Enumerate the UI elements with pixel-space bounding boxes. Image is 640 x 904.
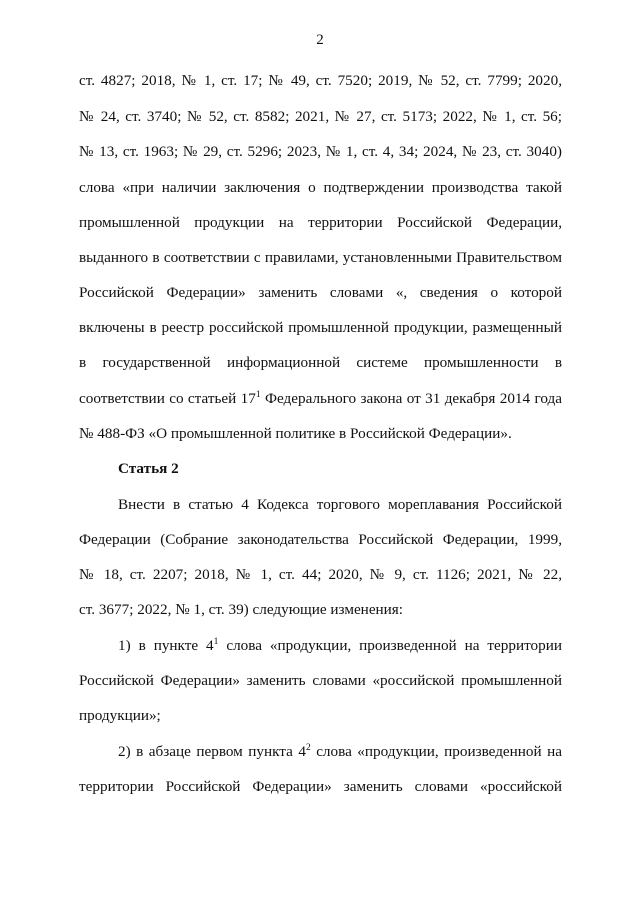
text-line <box>118 636 562 656</box>
superscript: 1 <box>255 390 261 400</box>
text-line: выданного в соответствии с правилами, установленными Правительством <box>79 249 562 266</box>
text-line: Российской Федерации» заменить словами «, сведения о которой <box>79 284 562 301</box>
text-line: № 13, ст. 1963; № 29, ст. 5296; 2023, № 1, ст. 4, 34; 2024, № 23, ст. 3040) <box>79 143 562 160</box>
text-line: № 24, ст. 3740; № 52, ст. 8582; 2021, № 27, ст. 5173; 2022, № 1, ст. 56; <box>79 108 562 125</box>
text-line <box>79 389 562 409</box>
text-segment: 2) в абзаце первом пункта 4 <box>118 743 306 760</box>
text-segment: слова «продукции, произведенной на территории <box>218 637 562 654</box>
text-line: территории Российской Федерации» заменить словами «российской <box>79 778 562 795</box>
page-number: 2 <box>316 32 324 48</box>
text-line: Внести в статью 4 Кодекса торгового мореплавания Российской <box>118 496 562 513</box>
text-line: слова «при наличии заключения о подтверждении производства такой <box>79 179 562 196</box>
text-segment: слова «продукции, произведенной на <box>310 743 562 760</box>
text-segment: Федерального закона от 31 декабря 2014 года <box>260 390 562 407</box>
text-line <box>118 742 562 762</box>
text-line: ст. 4827; 2018, № 1, ст. 17; № 49, ст. 7520; 2019, № 52, ст. 7799; 2020, <box>79 72 562 89</box>
text-segment: 1) в пункте 4 <box>118 637 214 654</box>
text-line: промышленной продукции на территории Российской Федерации, <box>79 214 562 231</box>
text-segment: соответствии со статьей 17 <box>79 390 256 407</box>
superscript: 2 <box>305 743 311 753</box>
text-line: № 488-ФЗ «О промышленной политике в Российской Федерации». <box>79 425 512 442</box>
article-heading: Статья 2 <box>118 460 179 477</box>
text-line: в государственной информационной системе промышленности в <box>79 354 562 371</box>
superscript: 1 <box>213 637 219 647</box>
text-line: Российской Федерации» заменить словами «российской промышленной <box>79 672 562 689</box>
text-line: включены в реестр российской промышленной продукции, размещенный <box>79 319 562 336</box>
text-line: продукции»; <box>79 707 161 724</box>
text-line: № 18, ст. 2207; 2018, № 1, ст. 44; 2020, № 9, ст. 1126; 2021, № 22, <box>79 566 562 583</box>
text-line: ст. 3677; 2022, № 1, ст. 39) следующие изменения: <box>79 601 404 618</box>
text-line: Федерации (Собрание законодательства Российской Федерации, 1999, <box>79 531 562 548</box>
